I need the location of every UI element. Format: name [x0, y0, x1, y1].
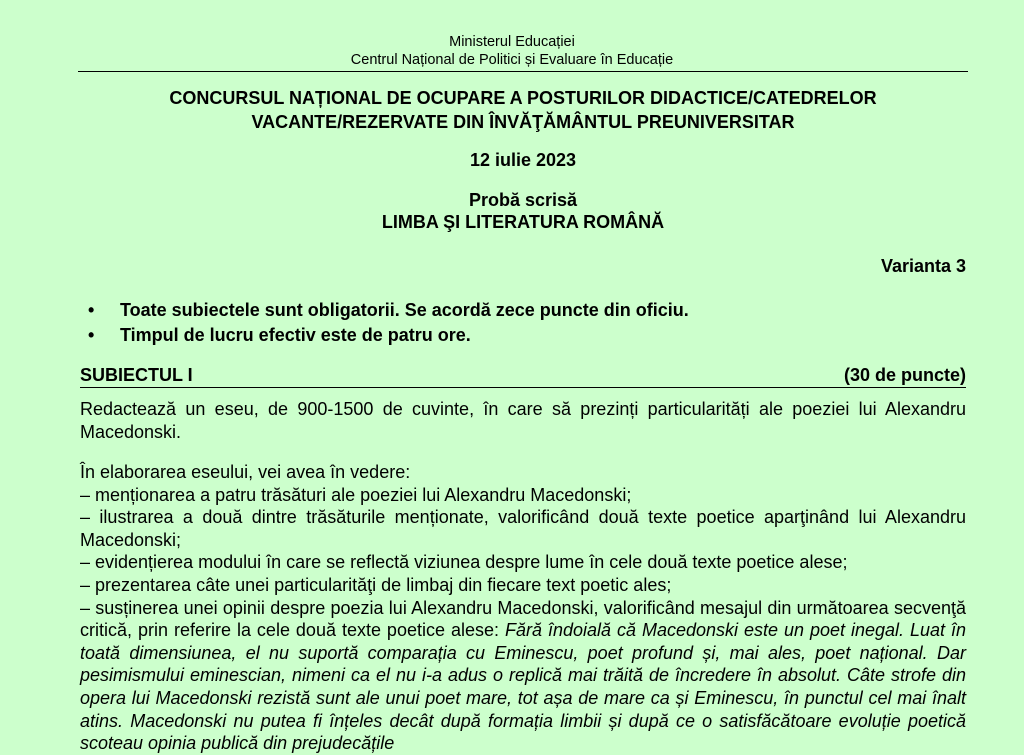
requirement-item-opinion	[80, 597, 966, 755]
bullet-icon: •	[88, 300, 95, 320]
task-text: Redactează un eseu, de 900-1500 de cuvinte, în care să prezinți particularități ale poeziei lui Alexandru Macedonski.	[80, 399, 966, 442]
header-divider	[78, 71, 968, 72]
requirement-item: – susținerea unei opinii despre poezia lui Alexandru Macedonski, valorificând mesajul din următoarea secvenţă critică, prin referire la cele două texte poetice alese:	[80, 597, 966, 641]
instruction-item	[80, 298, 970, 323]
requirement-item: – prezentarea câte unei particularităţi de limbaj din fiecare text poetic ales;	[80, 574, 672, 595]
instruction-text: Timpul de lucru efectiv este de patru ore.	[120, 325, 471, 345]
instruction-text: Toate subiectele sunt obligatorii. Se acordă zece puncte din oficiu.	[120, 300, 689, 320]
bullet-icon: •	[88, 325, 95, 345]
instructions-list	[80, 298, 970, 348]
requirement-item: – ilustrarea a două dintre trăsăturile menționate, valorificând două texte poetice aparţinând lui Alexandru Macedonski;	[80, 507, 966, 550]
center-name: Centrul Național de Politici și Evaluare în Educație	[350, 52, 674, 68]
requirement-item: – evidențierea modului în care se reflectă viziunea despre lume în cele două texte poetice alese;	[80, 552, 848, 573]
requirement-item: – menționarea a patru trăsături ale poeziei lui Alexandru Macedonski;	[80, 484, 632, 505]
exam-date: 12 iulie 2023	[469, 150, 577, 170]
requirements-intro: În elaborarea eseului, vei avea în vedere:	[80, 462, 411, 482]
section-name: SUBIECTUL I	[80, 365, 193, 385]
instruction-item	[80, 323, 970, 348]
section-points: (30 de puncte)	[843, 365, 966, 385]
exam-title-line2: VACANTE/REZERVATE DIN ÎNVĂŢĂMÂNTUL PREUNIVERSITAR	[251, 112, 795, 132]
critical-quote: Fără îndoială că Macedonski este un poet inegal. Luat în toată dimensiunea, el nu suportă comparația cu Eminescu, poet profund și, mai ales, poet național. Dar pesimismului eminescian, nimeni ca el nu i-a adus o replică mai trăită de încredere în absolut. Câte strofe din opera lui Macedonski rezistă sunt ale unui poet mare, tot așa de mare ca și Eminescu, în punctul cel mai înalt atins. Macedonski nu putea fi înțeles decât după formația limbii și după ce o satisfăcătoare evoluție poetică scoteau opinia publică din prejudecățile	[80, 620, 967, 754]
exam-title-line1: CONCURSUL NAȚIONAL DE OCUPARE A POSTURILOR DIDACTICE/CATEDRELOR	[169, 88, 877, 108]
section-header	[80, 365, 966, 388]
requirements-block	[80, 461, 966, 755]
ministry-name: Ministerul Educației	[449, 34, 575, 50]
variant-label: Varianta 3	[880, 256, 966, 276]
task-statement	[80, 398, 966, 443]
exam-subject: LIMBA ŞI LITERATURA ROMÂNĂ	[381, 212, 665, 232]
test-type: Probă scrisă	[468, 190, 578, 210]
